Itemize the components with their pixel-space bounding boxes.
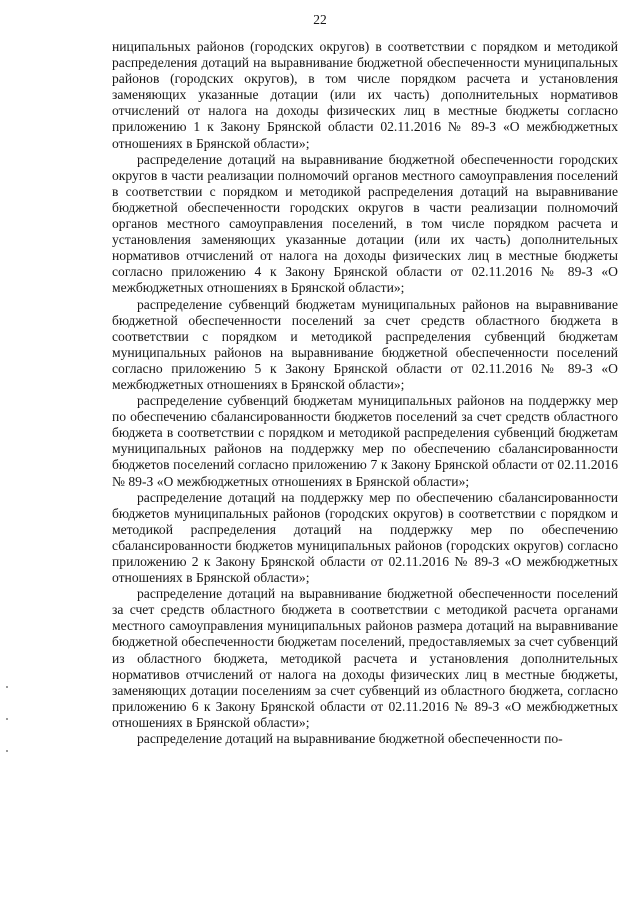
paragraph-settlement-grants: распределение дотаций на выравнивание бюджетной обеспеченности поселений за счет средств областного бюджета в соответствии с методикой расчета органами местного самоуправления муниципальных районов размера дотаций на выравнивание бюджетной обеспеченности бюджетам поселений, предоставляемых за счет субвенций из областного бюджета, методикой расчета и установления дополнительных нормативов отчислений от налога на доходы физических лиц в местные бюджеты, заменяющих дотации поселениям за счет субвенций из областного бюджета, согласно приложению 6 к Закону Брянской области от 02.11.2016 № 89-З «О межбюджетных отношениях в Брянской области»;: [112, 586, 618, 730]
paragraph-grants-balance: распределение дотаций на поддержку мер по обеспечению сбалансированности бюджетов муниципальных районов (городских округов) в соответствии с порядком и методикой распределения дотаций на поддержку мер по обеспечению сбалансированности бюджетов муниципальных районов (городских округов) согласно приложению 2 к Закону Брянской области от 02.11.2016 № 89-З «О межбюджетных отношениях в Брянской области»;: [112, 489, 618, 586]
paragraph-city-districts-grants: распределение дотаций на выравнивание бюджетной обеспеченности городских округов в части реализации полномочий органов местного самоуправления поселений в соответствии с порядком и методикой распределения дотаций на выравнивание бюджетной обеспеченности городских округов в части реализации полномочий органов местного самоуправления поселений, в том числе порядком расчета и установления заменяющих указанные дотации (или их часть) дополнительных нормативов отчислений от налога на доходы физических лиц в местные бюджеты согласно приложению 4 к Закону Брянской области от 02.11.2016 № 89-З «О межбюджетных отношениях в Брянской области»;: [112, 151, 618, 296]
scan-speck: [6, 686, 8, 688]
scan-speck: [6, 718, 8, 720]
paragraph-continuation: ниципальных районов (городских округов) в соответствии с порядком и методикой распределения дотаций на выравнивание бюджетной обеспеченности муниципальных районов (городских округов), в том числе порядком расчета и установления заменяющих указанные дотации (или их часть) дополнительных нормативов отчислений от налога на доходы физических лиц в местные бюджеты согласно приложению 1 к Закону Брянской области 02.11.2016 № 89-З «О межбюджетных отношениях в Брянской области»;: [112, 39, 618, 151]
paragraph-trailing: распределение дотаций на выравнивание бюджетной обеспеченности по-: [137, 731, 563, 747]
scan-speck: [6, 750, 8, 752]
paragraph-subventions-balance: распределение субвенций бюджетам муниципальных районов на поддержку мер по обеспечению сбалансированности бюджетов поселений за счет средств областного бюджета в соответствии с порядком и методикой распределения субвенций бюджетам муниципальных районов на поддержку мер по обеспечению сбалансированности бюджетов поселений согласно приложению 7 к Закону Брянской области от 02.11.2016 № 89-З «О межбюджетных отношениях в Брянской области»;: [112, 393, 618, 489]
paragraph-subventions-equalization: распределение субвенций бюджетам муниципальных районов на выравнивание бюджетной обеспеченности поселений за счет средств областного бюджета в соответствии с порядком и методикой распределения субвенций бюджетам муниципальных районов на выравнивание бюджетной обеспеченности поселений согласно приложению 5 к Закону Брянской области от 02.11.2016 № 89-З «О межбюджетных отношениях в Брянской области»;: [112, 296, 618, 392]
document-body: [112, 39, 618, 747]
page-number: 22: [313, 12, 327, 27]
